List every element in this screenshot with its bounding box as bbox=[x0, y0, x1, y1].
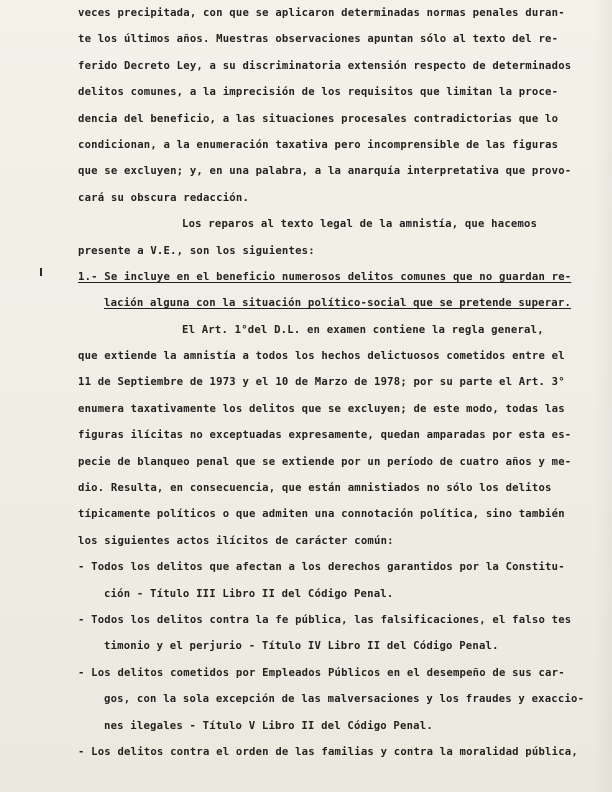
text-line: figuras ilícitas no exceptuadas expresamente, quedan amparadas por esta es- bbox=[78, 429, 572, 442]
bullet-line: - Los delitos cometidos por Empleados Públicos en el desempeño de sus car- bbox=[78, 666, 565, 679]
point-heading-line: 1.- Se incluye en el beneficio numerosos delitos comunes que no guardan re- bbox=[78, 270, 572, 283]
text-line: típicamente políticos o que admiten una connotación política, sino también bbox=[78, 508, 565, 521]
document-text bbox=[78, 0, 585, 765]
text-line: cará su obscura redacción. bbox=[78, 191, 250, 204]
bullet-line: - Todos los delitos que afectan a los derechos garantidos por la Constitu- bbox=[78, 561, 565, 574]
bullet-line: gos, con la sola excepción de las malversaciones y los fraudes y exaccio- bbox=[104, 693, 585, 706]
bullet-line: ción - Título III Libro II del Código Penal. bbox=[104, 587, 394, 600]
text-line: que se excluyen; y, en una palabra, a la anarquía interpretativa que provo- bbox=[78, 165, 572, 178]
text-line: Los reparos al texto legal de la amnistía, que hacemos bbox=[182, 218, 538, 231]
margin-mark bbox=[40, 268, 42, 276]
text-line: 11 de Septiembre de 1973 y el 10 de Marzo de 1978; por su parte el Art. 3° bbox=[78, 376, 565, 389]
point-heading-line: lación alguna con la situación político-social que se pretende superar. bbox=[104, 297, 572, 310]
text-line: delitos comunes, a la imprecisión de los requisitos que limitan la proce- bbox=[78, 86, 559, 99]
bullet-line: nes ilegales - Título V Libro II del Código Penal. bbox=[104, 719, 433, 732]
bullet-line: - Los delitos contra el orden de las familias y contra la moralidad pública, bbox=[78, 745, 578, 758]
text-line: El Art. 1°del D.L. en examen contiene la regla general, bbox=[182, 323, 544, 336]
text-line: los siguientes actos ilícitos de carácter común: bbox=[78, 534, 394, 547]
page-edge-shadow bbox=[594, 0, 612, 792]
text-line: dio. Resulta, en consecuencia, que están amnistiados no sólo los delitos bbox=[78, 482, 552, 495]
text-line: pecie de blanqueo penal que se extiende por un período de cuatro años y me- bbox=[78, 455, 572, 468]
text-line: dencia del beneficio, a las situaciones procesales contradictorias que lo bbox=[78, 112, 559, 125]
bullet-line: - Todos los delitos contra la fe pública, las falsificaciones, el falso tes bbox=[78, 613, 572, 626]
text-line: ferido Decreto Ley, a su discriminatoria extensión respecto de determinados bbox=[78, 59, 572, 72]
text-line: condicionan, a la enumeración taxativa pero incomprensible de las figuras bbox=[78, 138, 559, 151]
text-line: que extiende la amnistía a todos los hechos delictuosos cometidos entre el bbox=[78, 350, 565, 363]
text-line: presente a V.E., son los siguientes: bbox=[78, 244, 315, 257]
text-line: veces precipitada, con que se aplicaron determinadas normas penales duran- bbox=[78, 7, 565, 19]
bullet-line: timonio y el perjurio - Título IV Libro II del Código Penal. bbox=[104, 640, 499, 653]
text-line: te los últimos años. Muestras observaciones apuntan sólo al texto del re- bbox=[78, 33, 559, 46]
text-line: enumera taxativamente los delitos que se excluyen; de este modo, todas las bbox=[78, 402, 565, 415]
